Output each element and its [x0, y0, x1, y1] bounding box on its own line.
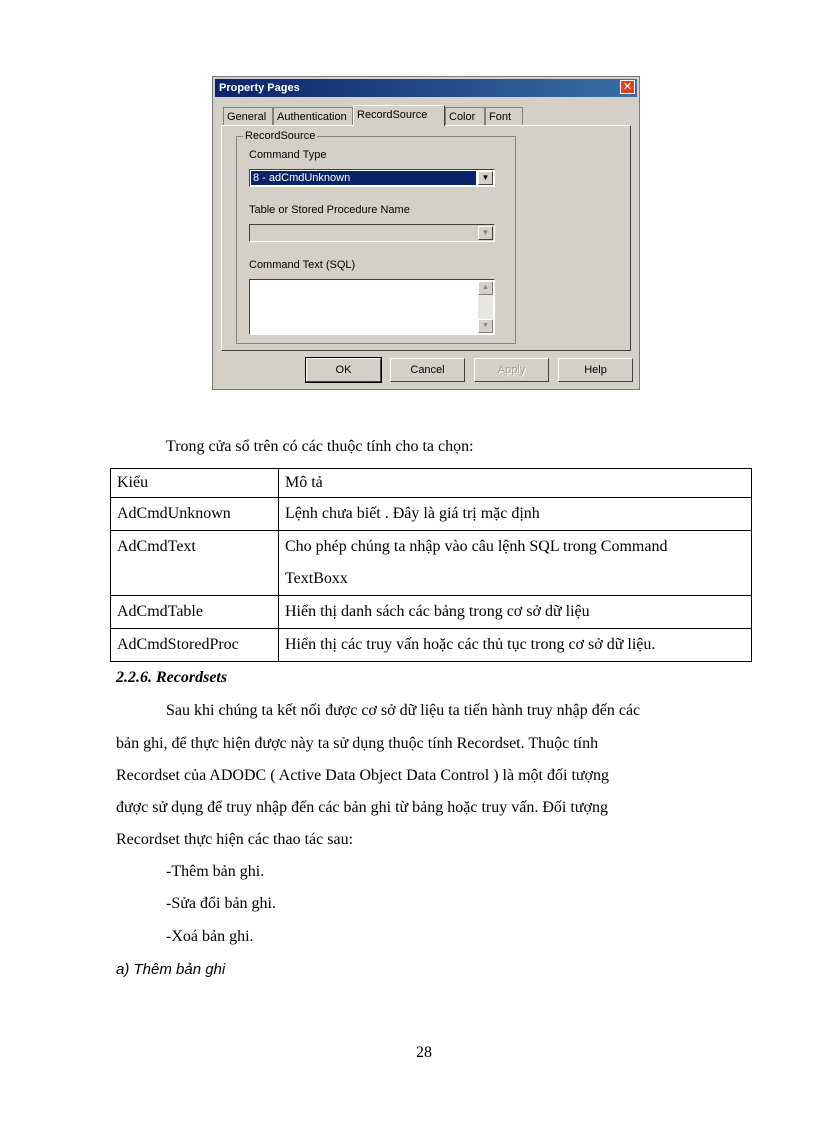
groupbox-label: RecordSource [245, 130, 316, 142]
table-cell [279, 531, 752, 596]
cell-line: TextBoxx [285, 570, 348, 587]
table-cell: AdCmdUnknown [111, 498, 279, 531]
table-header-cell: Kiểu [111, 469, 279, 498]
table-name-select[interactable] [249, 224, 495, 242]
scroll-down-icon[interactable]: ▼ [478, 319, 493, 333]
table-cell: Lệnh chưa biết . Đây là giá trị mặc định [279, 498, 752, 531]
tab-color[interactable]: Color [445, 107, 485, 125]
tab-font[interactable]: Font [485, 107, 523, 125]
page-number: 28 [416, 1044, 432, 1061]
table-cell: Hiển thị các truy vấn hoặc các thủ tục trong cơ sở dữ liệu. [279, 629, 752, 662]
table-row [111, 596, 752, 629]
table-cell: AdCmdTable [111, 596, 279, 629]
command-type-value: 8 - adCmdUnknown [251, 171, 476, 185]
paragraph-line: Recordset thực hiện các thao tác sau: [116, 831, 354, 848]
tab-panel [221, 125, 631, 351]
paragraph-line: bản ghi, để thực hiện được này ta sử dụng thuộc tính Recordset. Thuộc tính [116, 735, 599, 752]
help-button[interactable]: Help [558, 358, 633, 382]
subheading: a) Thêm bản ghi [116, 961, 226, 978]
property-pages-dialog [212, 76, 640, 390]
cancel-button[interactable]: Cancel [390, 358, 465, 382]
table-name-label: Table or Stored Procedure Name [249, 204, 410, 216]
ok-button[interactable]: OK [306, 358, 381, 382]
paragraph-line: Recordset của ADODC ( Active Data Object Data Control ) là một đối tượng [116, 767, 610, 784]
table-header-cell: Mô tả [279, 469, 752, 498]
tab-recordsource[interactable]: RecordSource [353, 105, 445, 126]
chevron-down-icon: ▼ [478, 226, 493, 240]
tab-authentication[interactable]: Authentication [273, 107, 353, 125]
table-row [111, 531, 752, 596]
list-item: -Thêm bản ghi. [166, 863, 265, 880]
table-cell: AdCmdText [111, 531, 279, 596]
recordsource-groupbox [236, 130, 516, 344]
tab-general[interactable]: General [223, 107, 273, 125]
paragraph-line: được sử dụng để truy nhập đến các bản ghi từ bảng hoặc truy vấn. Đối tượng [116, 799, 608, 816]
table-header-row [111, 469, 752, 498]
close-icon: ✕ [622, 81, 633, 93]
list-item: -Sửa đổi bản ghi. [166, 895, 276, 912]
table-row [111, 629, 752, 662]
vertical-scrollbar[interactable] [478, 281, 493, 333]
apply-button[interactable]: Apply [474, 358, 549, 382]
section-heading: 2.2.6. Recordsets [116, 669, 228, 686]
command-text-input[interactable] [249, 279, 495, 335]
chevron-down-icon[interactable]: ▼ [478, 171, 493, 185]
list-item: -Xoá bản ghi. [166, 928, 254, 945]
intro-text: Trong cửa sổ trên có các thuộc tính cho ta chọn: [166, 438, 474, 455]
close-button[interactable] [620, 80, 635, 94]
table-cell: Hiển thị danh sách các bảng trong cơ sở dữ liệu [279, 596, 752, 629]
property-table [110, 468, 752, 662]
scroll-up-icon[interactable]: ▲ [478, 281, 493, 295]
table-cell: AdCmdStoredProc [111, 629, 279, 662]
dialog-title: Property Pages [219, 82, 300, 94]
dialog-titlebar[interactable] [215, 79, 637, 97]
command-type-select[interactable] [249, 169, 495, 187]
cell-line: Cho phép chúng ta nhập vào câu lệnh SQL trong Command [285, 538, 668, 555]
command-text-label: Command Text (SQL) [249, 259, 356, 271]
table-row [111, 498, 752, 531]
command-type-label: Command Type [249, 149, 327, 161]
paragraph-line: Sau khi chúng ta kết nối được cơ sở dữ liệu ta tiến hành truy nhập đến các [166, 702, 641, 719]
